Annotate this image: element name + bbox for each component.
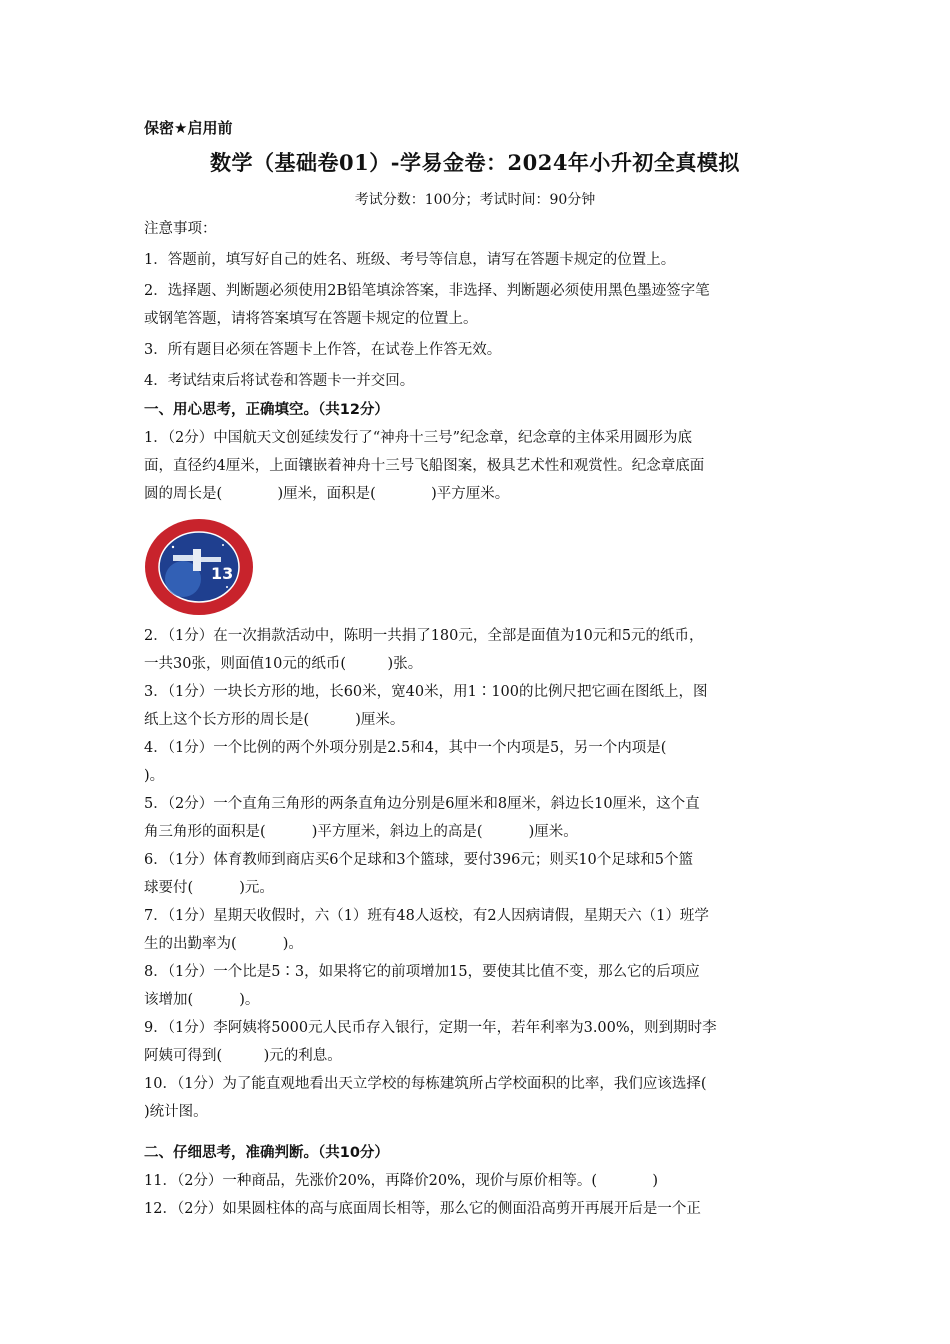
question-line: 9．（1分）李阿姨将5000元人民币存入银行，定期一年，若年利率为3.00%，则到期时李 [144,1020,717,1036]
question-line: )统计图。 [144,1104,208,1120]
question-line: )。 [144,768,165,784]
question-line: 7．（1分）星期天收假时，六（1）班有48人返校，有2人因病请假，星期天六（1）班学 [144,908,709,924]
confidential-label: 保密★启用前 [144,119,233,137]
question-line: 11．（2分）一种商品，先涨价20%，再降价20%，现价与原价相等。( ) [144,1173,659,1189]
section-2 [144,1139,806,1223]
question-line: 纸上这个长方形的周长是( )厘米。 [144,712,405,728]
svg-text:13: 13 [211,564,234,583]
question-line: 12．（2分）如果圆柱体的高与底面周长相等，那么它的侧面沿高剪开再展开后是一个正 [144,1201,701,1217]
question-line: 10．（1分）为了能直观地看出天立学校的每栋建筑所占学校面积的比率，我们应该选择( [144,1076,707,1092]
notice-item: 3．所有题目必须在答题卡上作答，在试卷上作答无效。 [144,342,502,358]
question-line: 一共30张，则面值10元的纸币( )张。 [144,656,423,672]
question-line: 面，直径约4厘米，上面镶嵌着神舟十三号飞船图案，极具艺术性和观赏性。纪念章底面 [144,458,705,474]
notice-item: 2．选择题、判断题必须使用2B铅笔填涂答案，非选择、判断题必须使用黑色墨迹签字笔 [144,283,710,299]
question-line: 角三角形的面积是( )平方厘米，斜边上的高是( )厘米。 [144,824,578,840]
question-line: 8．（1分）一个比是5∶3，如果将它的前项增加15，要使其比值不变，那么它的后项应 [144,964,700,980]
question-line: 5．（2分）一个直角三角形的两条直角边分别是6厘米和8厘米，斜边长10厘米，这个直 [144,796,700,812]
exam-title: 数学（基础卷01）-学易金卷：2024年小升初全真模拟 [210,150,740,175]
section-heading: 一、用心思考，正确填空。（共12分） [144,402,389,418]
question-line: 4．（1分）一个比例的两个外项分别是2.5和4，其中一个内项是5，另一个内项是( [144,740,667,756]
question-line: 圆的周长是( )厘米，面积是( )平方厘米。 [144,486,510,502]
question-line: 球要付( )元。 [144,880,274,896]
question-line: 2．（1分）在一次捐款活动中，陈明一共捐了180元，全部是面值为10元和5元的纸币， [144,628,704,644]
notice-heading: 注意事项： [144,221,217,237]
notice-item: 1．答题前，填写好自己的姓名、班级、考号等信息，请写在答题卡规定的位置上。 [144,252,676,268]
question-line: 3．（1分）一块长方形的地，长60米，宽40米，用1∶100的比例尺把它画在图纸上，图 [144,684,708,700]
section-1 [144,396,806,508]
question-line: 6．（1分）体育教师到商店买6个足球和3个篮球，要付396元；则买10个足球和5个篮 [144,852,694,868]
exam-meta: 考试分数：100分；考试时间：90分钟 [354,192,596,208]
shenzhou-13-emblem-image [143,517,255,617]
section-heading: 二、仔细思考，准确判断。（共10分） [144,1145,389,1161]
notice-item: 4．考试结束后将试卷和答题卡一并交回。 [144,373,415,389]
question-line: 阿姨可得到( )元的利息。 [144,1048,342,1064]
question-line: 该增加( )。 [144,992,260,1008]
section-1-continued [144,622,806,1126]
question-line: 1．（2分）中国航天文创延续发行了“神舟十三号”纪念章，纪念章的主体采用圆形为底 [144,430,693,446]
notice-item: 或钢笔答题，请将答案填写在答题卡规定的位置上。 [144,311,478,327]
notice-section [144,215,806,395]
question-line: 生的出勤率为( )。 [144,936,303,952]
